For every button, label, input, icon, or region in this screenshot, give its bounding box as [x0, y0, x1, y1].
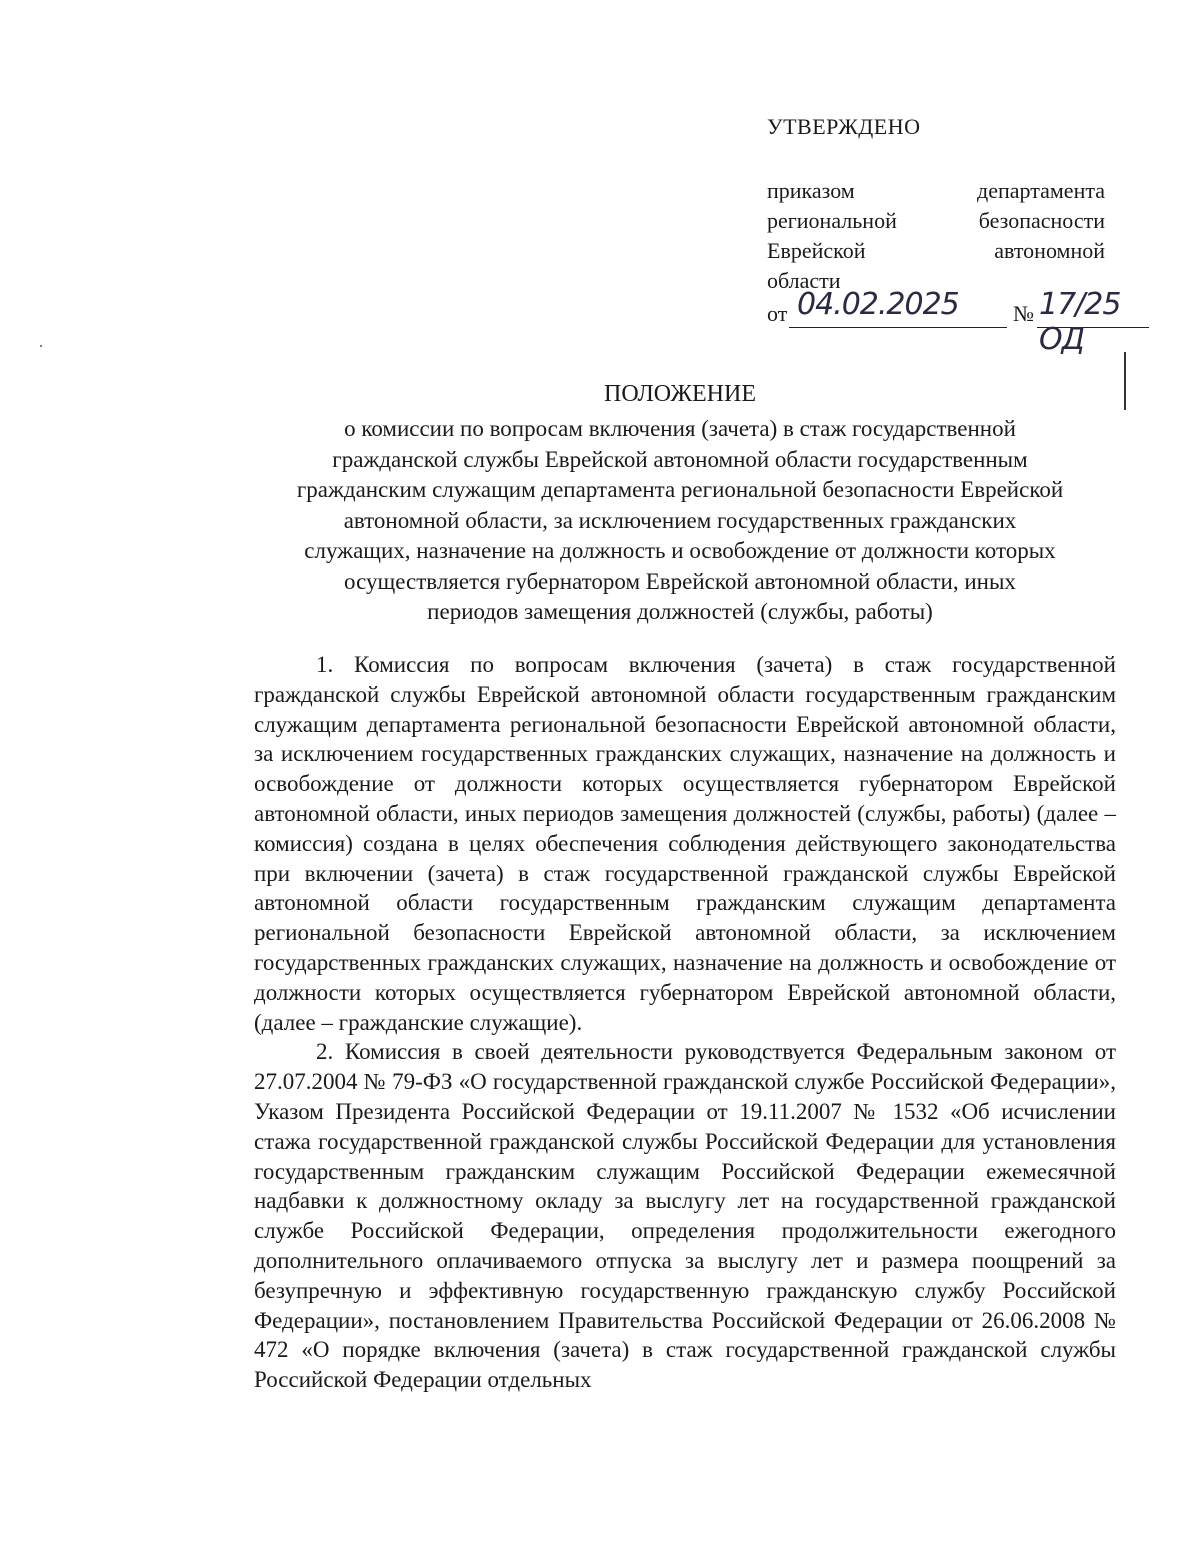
paragraph-1: 1. Комиссия по вопросам включения (зачета) в стаж государственной гражданской службы Еврейской автономной области государственным гражданским служащим департамента региональной безопасности Еврейской автономной области, за исключением государственных гражданских служащих, назначение на должность и освобождение от должности которых осуществляется губернатором Еврейской автономной области, иных периодов замещения должностей (службы, работы) (далее – комиссия) создана в целях обеспечения соблюдения действующего законодательства при включении (зачета) в стаж государственной гражданской службы Еврейской автономной области государственным гражданским служащим департамента региональной безопасности Еврейской автономной области, за исключением государственных гражданских служащих, назначение на должность и освобождение от должности которых осуществляется губернатором Еврейской автономной области, (далее – гражданские служащие). [254, 652, 1116, 1035]
subtitle-line: гражданским служащим департамента региональной безопасности Еврейской [296, 477, 1064, 502]
order-line: приказом департамента [767, 178, 1105, 203]
approval-order-text [767, 176, 1105, 296]
subtitle-line: о комиссии по вопросам включения (зачета) в стаж государственной [344, 416, 1016, 441]
date-prefix: от [767, 301, 788, 326]
document-subtitle [240, 414, 1120, 628]
subtitle-line: периодов замещения должностей (службы, работы) [427, 599, 933, 624]
handwritten-date: 04.02.2025 [797, 287, 959, 322]
approved-heading: УТВЕРЖДЕНО [767, 114, 921, 139]
paragraph-2: 2. Комиссия в своей деятельности руководствуется Федеральным законом от 27.07.2004 № 79-ФЗ «О государственной гражданской службе Российской Федерации», Указом Президента Российской Федерации от 19.11.2007 № 1532 «Об исчислении стажа государственной гражданской службы Российской Федерации для установления государственным гражданским служащим Российской Федерации ежемесячной надбавки к должностному окладу за выслугу лет на государственной гражданской службе Российской Федерации, определения продолжительности ежегодного дополнительного оплачиваемого отпуска за выслугу лет и размера поощрений за безупречную и эффективную государственную гражданскую службу Российской Федерации», постановлением Правительства Российской Федерации от 26.06.2008 № 472 «О порядке включения (зачета) в стаж государственной гражданской службы Российской Федерации отдельных [254, 1039, 1116, 1393]
subtitle-line: осуществляется губернатором Еврейской автономной области, иных [344, 568, 1016, 594]
order-line: региональной безопасности [767, 208, 1105, 233]
order-date-number-line [767, 287, 1167, 357]
date-underline [789, 327, 1007, 328]
order-line: Еврейской автономной [767, 238, 1105, 263]
document-title: ПОЛОЖЕНИЕ [604, 381, 756, 407]
subtitle-line: гражданской службы Еврейской автономной области государственным [332, 446, 1028, 472]
order-line: области [767, 268, 841, 293]
document-body [254, 650, 1116, 1395]
handwritten-number: 17/25 ОД [1039, 287, 1121, 357]
number-prefix: № [1013, 301, 1034, 326]
subtitle-line: автономной области, за исключением государственных гражданских [343, 507, 1017, 533]
scan-speck [40, 345, 42, 347]
subtitle-line: служащих, назначение на должность и освобождение от должности которых [304, 538, 1056, 563]
